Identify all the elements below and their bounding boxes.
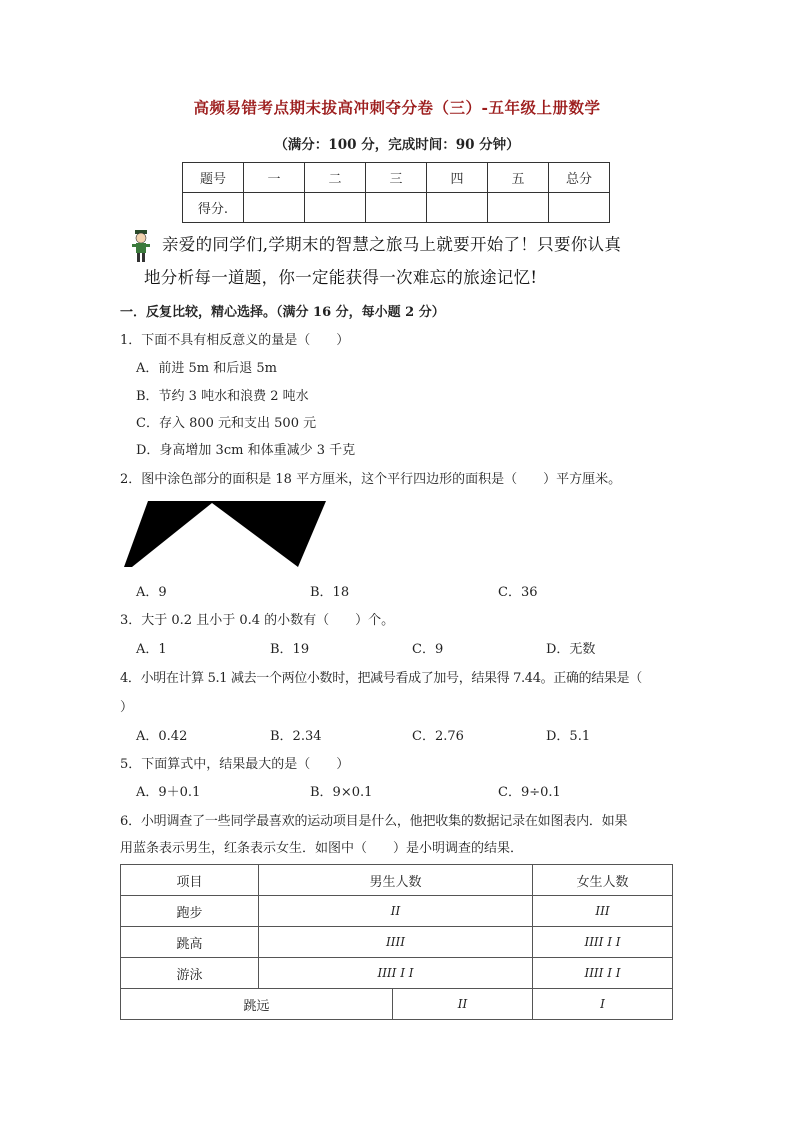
table-row [121, 989, 673, 1020]
q1-option-d[interactable]: D．身高增加 3cm 和体重减少 3 千克 [136, 443, 356, 458]
section-1-heading: 一．反复比较，精心选择。（满分 16 分，每小题 2 分） [120, 305, 445, 320]
q2-option-c[interactable]: C．36 [498, 585, 538, 600]
score-cell[interactable] [549, 193, 610, 223]
table-row [121, 896, 673, 927]
q5-option-a[interactable]: A．9＋0.1 [136, 785, 201, 800]
boys-tally: II [259, 896, 533, 927]
q2-option-a[interactable]: A．9 [136, 585, 167, 600]
exam-info: （满分：100 分，完成时间：90 分钟） [274, 137, 520, 153]
q4-option-b[interactable]: B．2.34 [270, 729, 322, 744]
question-4-stem: 4．小明在计算 5.1 减去一个两位小数时，把减号看成了加号，结果得 7.44。正确的结果是（ [120, 671, 642, 686]
student-mascot-icon [129, 228, 153, 264]
score-row-label: 得分. [183, 193, 244, 223]
table-header-row [121, 865, 673, 896]
question-6-stem-line-2: 用蓝条表示男生，红条表示女生．如图中（ ）是小明调查的结果． [120, 841, 524, 856]
q4-option-c[interactable]: C．2.76 [412, 729, 464, 744]
question-2-stem: 2．图中涂色部分的面积是 18 平方厘米，这个平行四边形的面积是（ ）平方厘米。 [120, 472, 622, 487]
q1-option-a[interactable]: A．前进 5m 和后退 5m [136, 361, 277, 376]
score-header-cell: 题号 [183, 163, 244, 193]
header-girls: 女生人数 [533, 865, 673, 896]
girls-tally: IIII I I [533, 958, 673, 989]
score-cell[interactable] [366, 193, 427, 223]
question-1-stem: 1．下面不具有相反意义的量是（ ） [120, 333, 350, 348]
q5-option-b[interactable]: B．9×0.1 [310, 785, 373, 800]
score-header-row [183, 163, 610, 193]
score-cell[interactable] [244, 193, 305, 223]
intro-line-2: 地分析每一道题，你一定能获得一次难忘的旅途记忆! [144, 268, 538, 287]
page-title: 高频易错考点期末拔高冲刺夺分卷（三）-五年级上册数学 [193, 98, 601, 117]
row-item: 跳远 [121, 989, 393, 1020]
girls-tally: I [533, 989, 673, 1020]
question-3-stem: 3．大于 0.2 且小于 0.4 的小数有（ ）个。 [120, 613, 395, 628]
boys-tally: IIII I I [259, 958, 533, 989]
score-header-cell: 四 [427, 163, 488, 193]
q4-option-a[interactable]: A．0.42 [136, 729, 188, 744]
score-cell[interactable] [488, 193, 549, 223]
intro-line-1: 亲爱的同学们,学期末的智慧之旅马上就要开始了！只要你认真 [162, 235, 622, 254]
q1-option-c[interactable]: C．存入 800 元和支出 500 元 [136, 416, 317, 431]
row-item: 跳高 [121, 927, 259, 958]
score-input-row [183, 193, 610, 223]
q3-option-b[interactable]: B．19 [270, 642, 310, 657]
girls-tally: III [533, 896, 673, 927]
score-header-cell: 五 [488, 163, 549, 193]
score-header-cell: 二 [305, 163, 366, 193]
score-cell[interactable] [305, 193, 366, 223]
girls-tally: IIII I I [533, 927, 673, 958]
score-table [182, 162, 610, 223]
score-header-cell: 三 [366, 163, 427, 193]
table-row [121, 958, 673, 989]
header-boys: 男生人数 [259, 865, 533, 896]
parallelogram-figure [122, 499, 328, 571]
q4-option-d[interactable]: D．5.1 [546, 729, 591, 744]
score-header-cell: 总分 [549, 163, 610, 193]
row-item: 跑步 [121, 896, 259, 927]
boys-tally: IIII [259, 927, 533, 958]
row-item: 游泳 [121, 958, 259, 989]
q3-option-a[interactable]: A．1 [136, 642, 167, 657]
header-item: 项目 [121, 865, 259, 896]
survey-table [120, 864, 673, 1020]
question-6-stem-line-1: 6．小明调查了一些同学最喜欢的运动项目是什么，他把收集的数据记录在如图表内．如果 [120, 814, 628, 829]
score-cell[interactable] [427, 193, 488, 223]
q2-option-b[interactable]: B．18 [310, 585, 350, 600]
table-row [121, 927, 673, 958]
question-4-stem-cont: ） [120, 700, 134, 715]
q1-option-b[interactable]: B．节约 3 吨水和浪费 2 吨水 [136, 389, 309, 404]
q3-option-d[interactable]: D．无数 [546, 642, 596, 657]
boys-tally: II [393, 989, 533, 1020]
question-5-stem: 5．下面算式中，结果最大的是（ ） [120, 757, 350, 772]
score-header-cell: 一 [244, 163, 305, 193]
q5-option-c[interactable]: C．9÷0.1 [498, 785, 561, 800]
q3-option-c[interactable]: C．9 [412, 642, 444, 657]
